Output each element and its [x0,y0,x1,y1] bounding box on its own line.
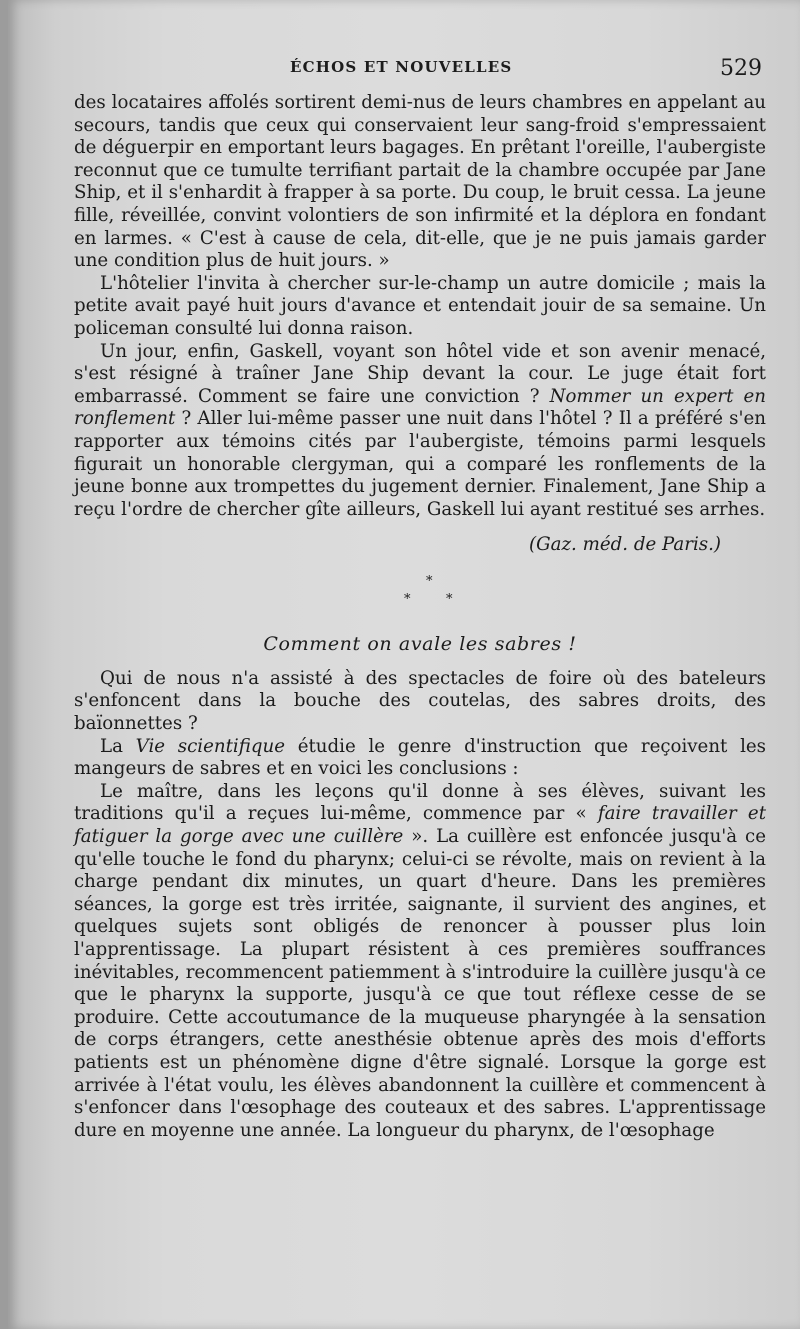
text-run: ? Aller lui-même passer une nuit dans l'hôtel ? Il a préféré s'en rapporter aux témoins cités par l'aubergiste, témoins parmi lesquels figurait un honorable clergyman, qui a comparé les ronflements de la jeune bonne aux trompettes du jugement dernier. Finalement, Jane Ship a reçu l'ordre de chercher gîte ailleurs, Gaskell lui ayant restitué ses arrhes. [74,408,766,520]
paragraph: des locataires affolés sortirent demi-nus de leurs chambres en appelant au secours, tandis que ceux qui conservaient leur sang-froid s'empressaient de déguerpir en emportant leurs bagages. En prêtant l'oreille, l'aubergiste reconnut que ce tumulte terrifiant partait de la chambre occupée par Jane Ship, et il s'enhardit à frapper à sa porte. Du coup, le bruit cessa. La jeune fille, réveillée, convint volontiers de son infirmité et la déplora en fondant en larmes. « C'est à cause de cela, dit-elle, que je ne puis jamais garder une condition plus de huit jours. » [74,92,766,272]
book-page [8,0,800,1329]
paragraph [74,736,766,781]
paragraph: L'hôtelier l'invita à chercher sur-le-champ un autre domicile ; mais la petite avait payé huit jours d'avance et entendait jouir de sa semaine. Un policeman consulté lui donna raison. [74,272,766,339]
section-title: Comment on avale les sabres ! [263,633,577,656]
page-number: 529 [720,56,762,81]
text-run: étudie le genre d'instruction que reçoivent les mangeurs de sabres et en voici les conclusions : [74,735,766,780]
paragraph [74,341,766,522]
italic-text-run: Vie scientifique [135,735,285,757]
text-run: La [100,735,136,757]
paragraph: Qui de nous n'a assisté à des spectacles de foire où des bateleurs s'enfoncent dans la bouche des coutelas, des sabres droits, des baïonnettes ? [74,667,766,735]
section-separator [74,571,766,631]
separator-star: * [426,574,433,590]
paragraph [74,781,766,1143]
text-run: Le maître, dans les leçons qu'il donne à ses élèves, suivant les traditions qu'il a reçues lui-même, commence par « [74,780,766,825]
text-run: ». La cuillère est enfoncée jusqu'à ce qu'elle touche le fond du pharynx; celui-ci se révolte, mais on revient à la charge pendant dix minutes, un quart d'heure. Dans les premières séances, la gorge est très irritée, saignante, il survient des angines, et quelques sujets sont obligés de renoncer à pousser plus loin l'apprentissage. La plupart résistent à ces premières souffrances inévitables, recommencent patiemment à s'introduire la cuillère jusqu'à ce que le pharynx la supporte, jusqu'à ce que tout réflexe cesse de se produire. Cette accoutumance de la muqueuse pharyngée à la sensation de corps étrangers, cette anesthésie obtenue après des mois d'efforts patients est un phénomène digne d'être signalé. Lorsque la gorge est arrivée à l'état voulu, les élèves abandonnent la cuillère et commencent à s'enfoncer dans l'œsophage des couteaux et des sabres. L'apprentissage dure en moyenne une année. La longueur du pharynx, de l'œsophage [74,826,766,1141]
italic-text-run: Nommer un expert en ronflement [74,385,766,430]
body-text [74,92,766,1142]
source-citation: (Gaz. méd. de Paris.) [529,534,721,556]
running-title: ÉCHOS ET NOUVELLES [290,58,513,76]
page-header [8,56,800,86]
separator-star: * [404,592,411,608]
separator-star: * [446,592,453,608]
text-run: Un jour, enfin, Gaskell, voyant son hôtel vide et son avenir menacé, s'est résigné à traîner Jane Ship devant la cour. Le juge était fort embarrassé. Comment se faire une conviction ? [74,340,766,407]
italic-text-run: faire travailler et fatiguer la gorge avec une cuillère [74,803,767,848]
